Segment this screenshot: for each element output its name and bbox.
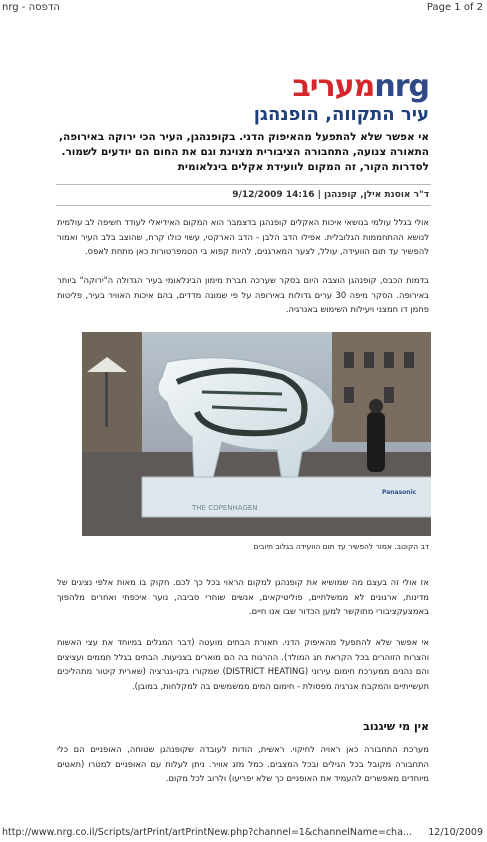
- article-paragraph: בדמות הכבס, קופנהגן הוצבה היום בסקר שערכה חברת מימון הבינלאומי בעיר הגדולה ה"ירוקה" ביותר באירופה. הסקר מיפה 30 ערים גדולות באירופה על פי שמונה מדדים, בהם איכות האוויר בעיר, פליטות פחמן דו חמצני ויעילות השימוש באנרגיה.: [57, 275, 430, 314]
- polar-bear-ice-sculpture-image: [82, 332, 431, 536]
- logo-nrg: nrg: [374, 69, 429, 104]
- print-header-title: nrg - הדפסה: [2, 2, 60, 13]
- footer-date: 12/10/2009: [428, 827, 483, 838]
- article-subtitle: אי אפשר שלא להתפעל מהאיפוק הדני. בקופנהגן, העיר הכי ירוקה באירופה, התאורה צנועה, התחבורה הציבורית מצוינת וגם את החום הם יודעים לשמור. לסדרות הקור, זה המקום לוועידת אקלים בינלאומית: [59, 131, 429, 173]
- article-byline: ד"ר אוסנת אילן, קופנהגן | 14:16 9/12/2009: [232, 190, 429, 200]
- divider-top: [56, 184, 431, 185]
- photo-banner-text: THE COPENHAGEN: [192, 504, 258, 512]
- page-number: Page 1 of 2: [426, 2, 483, 13]
- site-logo[interactable]: [292, 69, 429, 104]
- article-photo: [82, 332, 431, 536]
- photo-caption: דב הקוטב. אמור להפשיר עד תום הוועידה בגלוב חיובים: [253, 542, 429, 551]
- footer-url[interactable]: http://www.nrg.co.il/Scripts/artPrint/artPrintNew.php?channel=1&channelName=cha...: [2, 827, 412, 838]
- article-paragraph: אי אפשר שלא להתפעל מהאיפוק הדני. תאורת הבתים מועטה (דבר המגלים במיוחד את עצי האשוח והצרות הזוהרים בכל הקראת חג המולד). ההרגות בה הם מוארים בצניעות. הבתים בגלל חממים ועציצים והם נהנים ממערכת חימום עירוני (DISTRICT HEATING) שמקורו בקו-גנרציה (שארית קיטור מתהליכים תעשייתיים והמקבת אנרגיה מפסולת - חימום המים ממשמשים בה למקלחות, במובן).: [57, 637, 430, 691]
- article-paragraph: אז אולי זה בעצם מה שמושיא את קופנהגן למקום הראוי בכל כך לכם. חקוק בו מאות אלפי נציגים של מדינות, ארגונים לא ממשלתיים, פוליטיקאים, אנשים שוחרי סביבה, נוער איכפתי ואחרים מלהפוך באמצעקציבורי מתוקשר למען הכדור שבו אנו חיים.: [57, 577, 429, 616]
- article-paragraph: מערכת התחבורה כאן ראויה לחיקוי. ראשית, הודות לעובדה שקופנהגן שטוחה, האופניים הם כלי התחבורה מקובל בכל הגילים ובכל המצבים. כמל מזג אוויר. ניתן לעלות עם האופניים למטרו (תאטים מיוחדים מאפשרים להעמיד את האופניים כך שלא יפריעו) ולרוב לכל מקום.: [57, 744, 429, 783]
- logo-maariv: מעריב: [292, 69, 375, 104]
- photo-sponsor-text: Panasonic: [382, 489, 417, 496]
- article-paragraph: אולי בגלל עולמי בנושאי איכות האקלים קופנהגן בדצמבר הוא המקום האידיאלי לעודד חשיפה לב עולמית לנושא ההתחממות הגלובלית. אפילו הדב הלבן - הדב הארקטי, עשוי כולו קרח, שהוצב בלב העיר ואמור להפשיר עד תום הוועידה, עולל, לצער המארגנים, להיות קפוא בי הטמפרטורות כאן מתחת לאפס.: [57, 217, 429, 256]
- section-heading: אין מי שיגנוב: [363, 720, 429, 733]
- divider-bottom: [56, 205, 431, 206]
- article-title: עיר התקווה, הופנהגן: [253, 104, 429, 125]
